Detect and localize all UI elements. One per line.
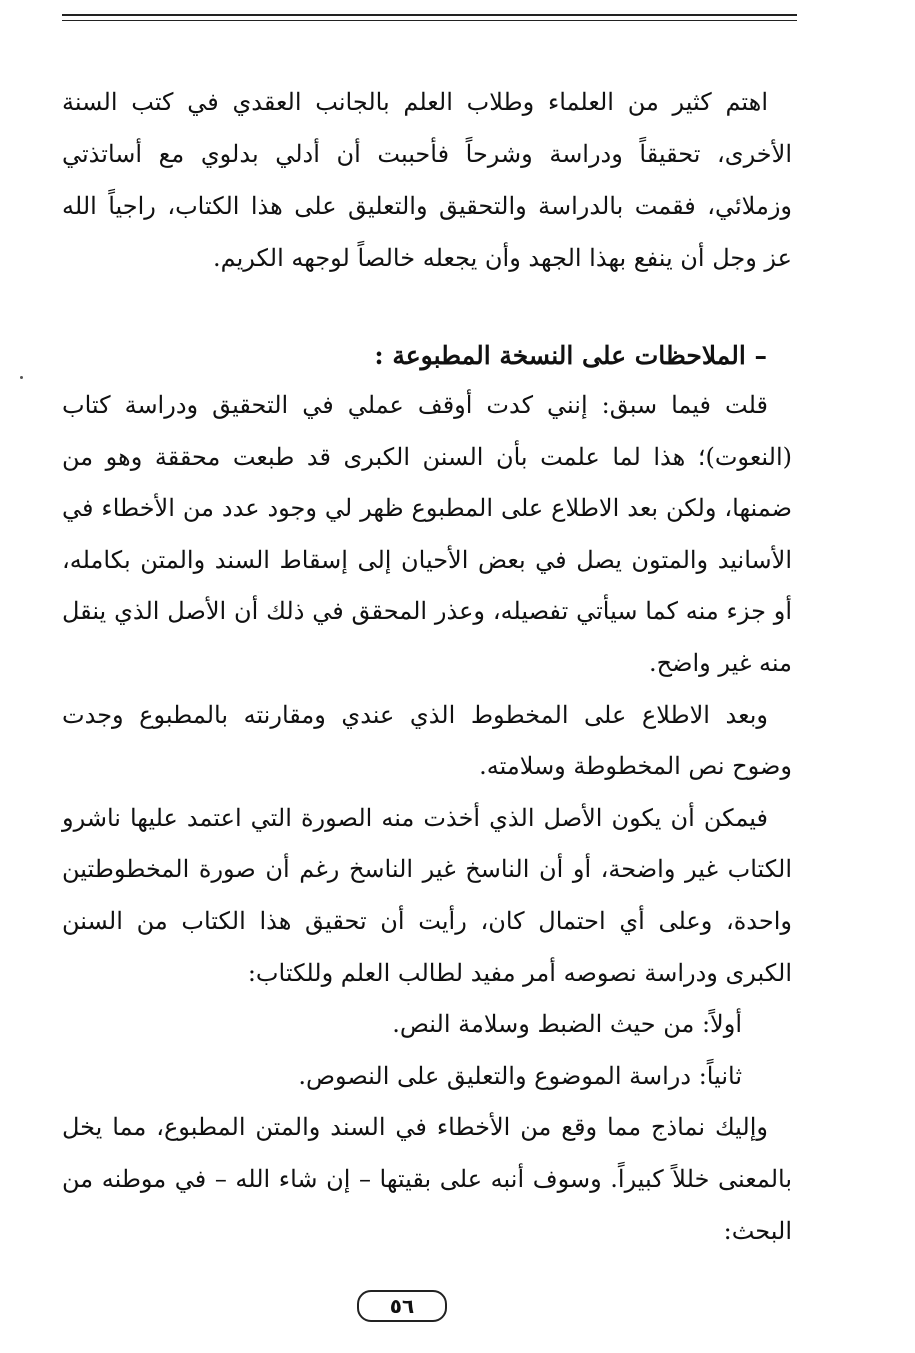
paragraph: فيمكن أن يكون الأصل الذي أخذت منه الصورة التي اعتمد عليها ناشرو الكتاب غير واضحة، أو أن الناسخ غير الناسخ رغم أن صورة المخطوطتين واحدة، وعلى أي احتمال كان، رأيت أن تحقيق هذا الكتاب من السنن الكبرى ودراسة نصوصه أمر مفيد لطالب العلم وللكتاب: bbox=[62, 803, 792, 987]
intro-block bbox=[62, 76, 792, 284]
section-heading: – الملاحظات على النسخة المطبوعة : bbox=[374, 341, 767, 370]
paragraph: وبعد الاطلاع على المخطوط الذي عندي ومقارنته بالمطبوع وجدت وضوح نص المخطوطة وسلامته. bbox=[62, 700, 792, 781]
top-rule-thin bbox=[62, 20, 797, 21]
margin-speck bbox=[20, 376, 23, 379]
intro-paragraph: اهتم كثير من العلماء وطلاب العلم بالجانب العقدي في كتب السنة الأخرى، تحقيقاً ودراسة وشرحاً فأحببت أن أدلي بدلوي مع أساتذتي وزملائي، فقمت بالدراسة والتحقيق والتعليق على هذا الكتاب، راجياً الله عز وجل أن ينفع بهذا الجهد وأن يجعله خالصاً لوجهه الكريم. bbox=[62, 88, 792, 272]
paragraph: قلت فيما سبق: إنني كدت أوقف عملي في التحقيق ودراسة كتاب (النعوت)؛ هذا لما علمت بأن السنن الكبرى قد طبعت محققة وهو من ضمنها، ولكن بعد الاطلاع على المطبوع ظهر لي وجود عدد من الأخطاء في الأسانيد والمتون يصل في بعض الأحيان إلى إسقاط السند والمتن بكامله، أو جزء منه كما سيأتي تفصيله، وعذر المحقق في ذلك أن الأصل الذي ينقل منه غير واضح. bbox=[62, 391, 792, 677]
point-item: أولاً: من حيث الضبط وسلامة النص. bbox=[392, 1010, 742, 1039]
top-rule-thick bbox=[62, 14, 797, 16]
closing-paragraph: وإليك نماذج مما وقع من الأخطاء في السند والمتن المطبوع، مما يخل بالمعنى خللاً كبيراً. وسوف أنبه على بقيتها – إن شاء الله – في موطنه من البحث: bbox=[62, 1113, 792, 1245]
main-block bbox=[62, 380, 792, 1257]
page-number: ٥٦ bbox=[357, 1290, 447, 1322]
point-item: ثانياً: دراسة الموضوع والتعليق على النصوص. bbox=[298, 1061, 742, 1090]
